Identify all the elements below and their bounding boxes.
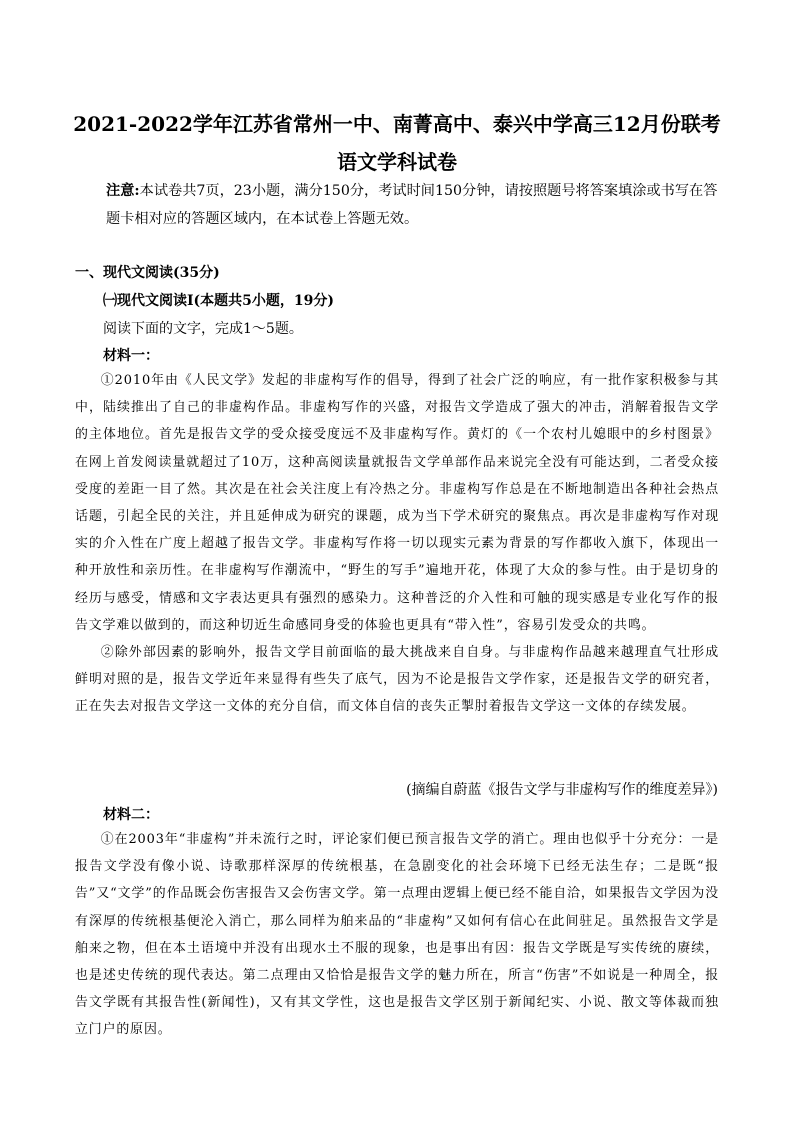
material1-label: 材料一： <box>103 348 159 364</box>
reading-instruction: 阅读下面的文字，完成1～5题。 <box>103 321 303 337</box>
material1-paragraph-1: ①2010年由《人民文学》发起的非虚构写作的倡导，得到了社会广泛的响应，有一批作家积极参与其中，陆续推出了自己的非虚构作品。非虚构写作的兴盛，对报告文学造成了强大的冲击，消解着报告文学的主体地位。首先是报告文学的受众接受度远不及非虚构写作。黄灯的《一个农村儿媳眼中的乡村图景》在网上首发阅读量就超过了10万，这种高阅读量就报告文学单部作品来说完全没有可能达到，二者受众接受度的差距一目了然。其次是在社会关注度上有冷热之分。非虚构写作总是在不断地制造出各种社会热点话题，引起全民的关注，并且延伸成为研究的课题，成为当下学术研究的聚焦点。再次是非虚构写作对现实的介入性在广度上超越了报告文学。非虚构写作将一切以现实元素为背景的写作都收入旗下，体现出一种开放性和亲历性。在非虚构写作潮流中，“野生的写手”遍地开花，体现了大众的参与性。由于是切身的经历与感受，情感和文字表达更具有强烈的感染力。这种普泛的介入性和可触的现实感是专业化写作的报告文学难以做到的，而这种切近生命感同身受的体验也更具有“带入性”，容易引发受众的共鸣。 <box>75 373 719 633</box>
subsection-heading: ㈠现代文阅读I(本题共5小题，19分) <box>103 293 335 309</box>
material1-source: (摘编自蔚蓝《报告文学与非虚构写作的维度差异》) <box>406 782 718 798</box>
material1-paragraph-2: ②除外部因素的影响外，报告文学目前面临的最大挑战来自自身。与非虚构作品越来越理直气壮形成鲜明对照的是，报告文学近年来显得有些失了底气，因为不论是报告文学作家，还是报告文学的研究者，正在失去对报告文学这一文体的充分自信，而文体自信的丧失正掣肘着报告文学这一文体的存续发展。 <box>75 645 719 715</box>
exam-notice <box>85 178 720 233</box>
material2-label: 材料二： <box>103 807 159 823</box>
exam-title-line1: 2021-2022学年江苏省常州一中、南菁高中、泰兴中学高三12月份联考 <box>73 112 721 136</box>
notice-label: 注意: <box>106 183 140 199</box>
notice-text: 本试卷共7页，23小题，满分150分，考试时间150分钟，请按照题号将答案填涂或书写在答题卡相对应的答题区域内，在本试卷上答题无效。 <box>106 183 718 227</box>
material1-body <box>75 367 719 721</box>
material2-body <box>75 826 719 1044</box>
exam-title-line2: 语文学科试卷 <box>337 150 457 174</box>
section-heading: 一、现代文阅读(35分) <box>75 265 220 281</box>
material2-paragraph-1: ①在2003年“非虚构”并未流行之时，评论家们便已预言报告文学的消亡。理由也似乎十分充分：一是报告文学没有像小说、诗歌那样深厚的传统根基，在急剧变化的社会环境下已经无法生存；二是既“报告”又“文学”的作品既会伤害报告又会伤害文学。第一点理由逻辑上便已经不能自洽，如果报告文学因为没有深厚的传统根基便沦入消亡，那么同样为舶来品的“非虚构”又如何有信心在此间驻足。虽然报告文学是舶来之物，但在本土语境中并没有出现水土不服的现象，也是事出有因：报告文学既是写实传统的赓续，也是述史传统的现代表达。第二点理由又恰恰是报告文学的魅力所在，所言“伤害”不如说是一种周全，报告文学既有其报告性(新闻性)，又有其文学性，这也是报告文学区别于新闻纪实、小说、散文等体裁而独立门户的原因。 <box>75 832 719 1038</box>
